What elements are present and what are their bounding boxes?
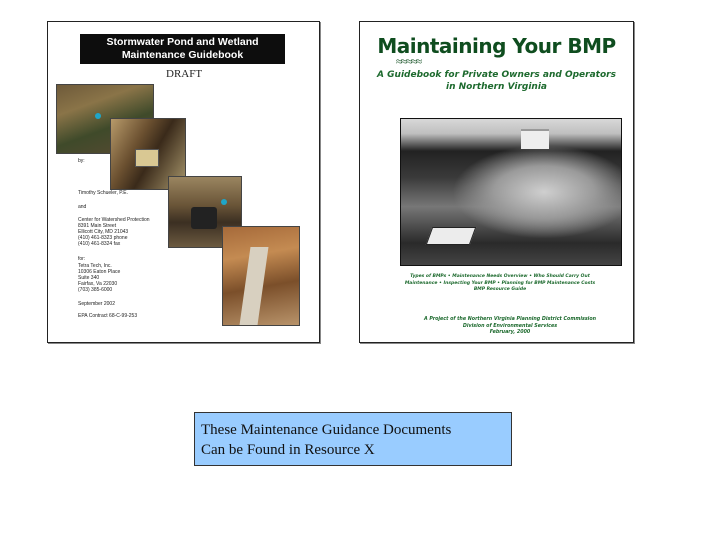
author-name: Timothy Schueler, P.E.: [78, 190, 129, 196]
publication-date: September 2002: [78, 301, 115, 307]
bmp-credit: [400, 317, 620, 337]
building: [521, 129, 549, 149]
location-marker-icon: [95, 113, 101, 119]
org1-fax: (410) 461-8324 fax: [78, 241, 121, 247]
org2-address: 10306 Eaton Place: [78, 269, 121, 275]
bmp-subtitle-line2: in Northern Virginia: [446, 82, 547, 92]
bmp-topics-line2: Maintenance • Inspecting Your BMP • Planning for BMP Maintenance Costs: [404, 280, 596, 286]
org1-phone: (410) 461-8323 phone: [78, 235, 128, 241]
bmp-subtitle-line1: A Guidebook for Private Owners and Operators: [377, 70, 616, 80]
caption-line1: These Maintenance Guidance Documents: [201, 422, 452, 438]
stormwater-guidebook-cover: [47, 21, 320, 343]
bmp-subtitle: [360, 69, 633, 93]
for-label: for:: [78, 256, 86, 262]
bmp-topics-line1: Types of BMPs • Maintenance Needs Overview • Who Should Carry Out: [410, 274, 590, 279]
by-label: by:: [78, 158, 85, 164]
culvert-opening: [191, 207, 217, 229]
and-label: and: [78, 204, 87, 210]
outlet-structure: [426, 227, 477, 245]
bmp-credit-line2: Division of Environmental Services: [462, 323, 558, 329]
org2-phone: (703) 385-6000: [78, 287, 113, 293]
guidebook-title-bar: [80, 34, 285, 64]
maintaining-bmp-cover: [359, 21, 634, 343]
org2-suite: Suite 340: [78, 275, 100, 281]
bmp-credit-line3: February, 2000: [489, 330, 531, 335]
caption-box: [194, 412, 512, 466]
trench-excavation-photo: [222, 226, 300, 326]
guidebook-title-line1: Stormwater Pond and Wetland: [106, 36, 259, 48]
caption-line2: Can be Found in Resource X: [201, 442, 375, 458]
guidebook-title-line2: Maintenance Guidebook: [121, 49, 244, 61]
wave-ornament-icon: ≈≈≈≈≈: [396, 56, 422, 68]
org2-name: Tetra Tech, Inc.: [78, 263, 112, 269]
org1-address: 8391 Main Street: [78, 223, 117, 229]
outlet-plate: [135, 149, 159, 167]
contract-number: EPA Contract 68-C-99-253: [78, 313, 138, 319]
bmp-topics-line3: BMP Resource Guide: [473, 287, 527, 292]
bmp-title: Maintaining Your BMP: [377, 34, 616, 58]
bmp-credit-line1: A Project of the Northern Virginia Planning District Commission: [423, 317, 597, 322]
org1-city: Ellicott City, MD 21043: [78, 229, 129, 235]
bmp-topics: [388, 274, 612, 294]
org1-name: Center for Watershed Protection: [78, 217, 150, 223]
pond-bw-photo: [400, 118, 622, 266]
location-marker-icon: [221, 199, 227, 205]
org2-city: Fairfax, Va 22030: [78, 281, 118, 287]
trench: [240, 247, 269, 325]
draft-label: DRAFT: [166, 68, 203, 80]
